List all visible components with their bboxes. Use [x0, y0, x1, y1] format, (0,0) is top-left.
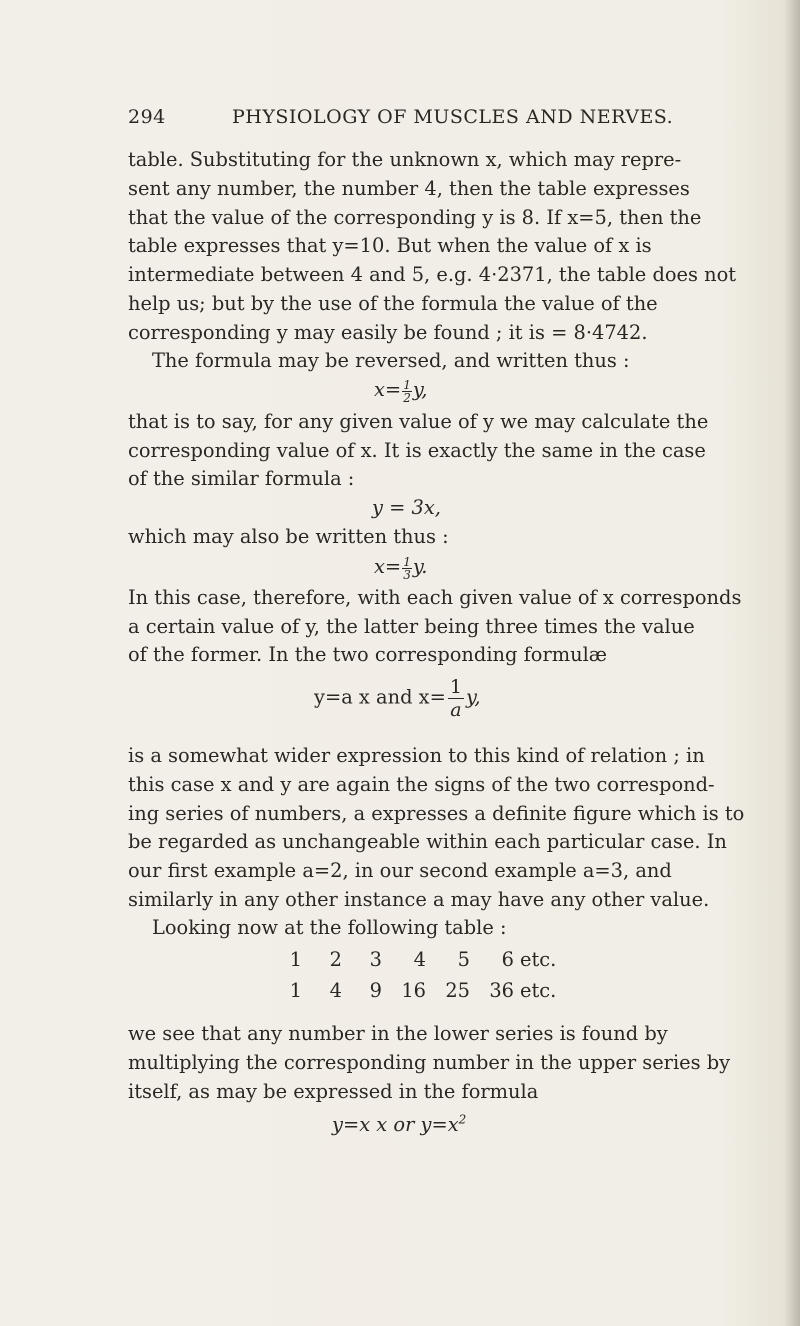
table-cell: 5: [457, 948, 470, 971]
text-line: table. Substituting for the unknown x, which may repre-: [128, 148, 682, 171]
formula-y-3x: y = 3x,: [372, 496, 441, 519]
formula-part: x=: [374, 555, 402, 578]
text-line: be regarded as unchangeable within each particular case. In: [128, 830, 727, 853]
text-line: of the similar formula :: [128, 467, 355, 490]
formula-y-ax: [314, 676, 480, 721]
formula-x-third-y: [374, 553, 427, 581]
fraction: [448, 676, 464, 721]
table-cell: 16: [401, 979, 426, 1002]
fraction-denominator: 2: [403, 390, 411, 405]
table-cell: 36: [489, 979, 514, 1002]
text-line: corresponding y may easily be found ; it is = 8·4742.: [128, 321, 648, 344]
text-line: which may also be written thus :: [128, 525, 449, 548]
text-line: In this case, therefore, with each given value of x corresponds: [128, 586, 742, 609]
text-line: The formula may be reversed, and written thus :: [152, 349, 630, 372]
formula-part: x=: [374, 378, 402, 401]
text-line: our first example a=2, in our second example a=3, and: [128, 859, 672, 882]
text-line: of the former. In the two corresponding formulæ: [128, 643, 608, 666]
text-line: table expresses that y=10. But when the value of x is: [128, 234, 652, 257]
page-number: 294: [128, 106, 166, 128]
table-cell: 3: [369, 948, 382, 971]
formula-part: y=a x and x=: [314, 685, 446, 709]
table-cell: 2: [329, 948, 342, 971]
fraction-numerator: 1: [403, 377, 411, 392]
formula-part: y.: [412, 555, 428, 578]
running-head: PHYSIOLOGY OF MUSCLES AND NERVES.: [232, 106, 674, 128]
table-cell: 25: [445, 979, 470, 1002]
text-line: help us; but by the use of the formula the value of the: [128, 292, 658, 315]
formula-part: y=x x or y=x: [332, 1113, 459, 1136]
fraction: [402, 556, 412, 581]
formula-exponent: 2: [458, 1112, 467, 1127]
text-line: this case x and y are again the signs of the two correspond-: [128, 773, 715, 796]
page-header: [128, 106, 688, 140]
text-line: corresponding value of x. It is exactly the same in the case: [128, 439, 706, 462]
table-cell: 4: [413, 948, 426, 971]
table-cell: 4: [329, 979, 342, 1002]
fraction-denominator: a: [450, 699, 462, 721]
table-cell: etc.: [520, 948, 557, 971]
table-cell: 1: [289, 979, 302, 1002]
table-row-upper: [288, 946, 572, 974]
text-line: that the value of the corresponding y is 8. If x=5, then the: [128, 206, 702, 229]
table-cell: 6: [501, 948, 514, 971]
fraction-numerator: 1: [449, 676, 462, 698]
page-edge-shadow: [784, 0, 800, 1326]
table-cell: 1: [289, 948, 302, 971]
text-line: sent any number, the number 4, then the table expresses: [128, 177, 690, 200]
text-line: ing series of numbers, a expresses a definite figure which is to: [128, 802, 745, 825]
text-line: intermediate between 4 and 5, e.g. 4·2371, the table does not: [128, 263, 737, 286]
text-line: we see that any number in the lower series is found by: [128, 1022, 668, 1045]
table-cell: 9: [369, 979, 382, 1002]
text-line: is a somewhat wider expression to this kind of relation ; in: [128, 744, 705, 767]
fraction-denominator: 3: [403, 567, 411, 582]
text-line: that is to say, for any given value of y we may calculate the: [128, 410, 709, 433]
text-line: similarly in any other instance a may have any other value.: [128, 888, 710, 911]
formula-y-x-squared: [332, 1111, 466, 1139]
table-cell: etc.: [520, 979, 557, 1002]
text-line: Looking now at the following table :: [152, 916, 507, 939]
text-line: a certain value of y, the latter being three times the value: [128, 615, 695, 638]
text-line: itself, as may be expressed in the formula: [128, 1080, 539, 1103]
table-row-lower: [288, 977, 572, 1005]
formula-part: y,: [465, 685, 481, 709]
formula-x-half-y: [374, 376, 427, 404]
fraction-numerator: 1: [403, 554, 411, 569]
formula-part: y,: [412, 378, 428, 401]
text-line: multiplying the corresponding number in the upper series by: [128, 1051, 731, 1074]
fraction: [402, 379, 412, 404]
